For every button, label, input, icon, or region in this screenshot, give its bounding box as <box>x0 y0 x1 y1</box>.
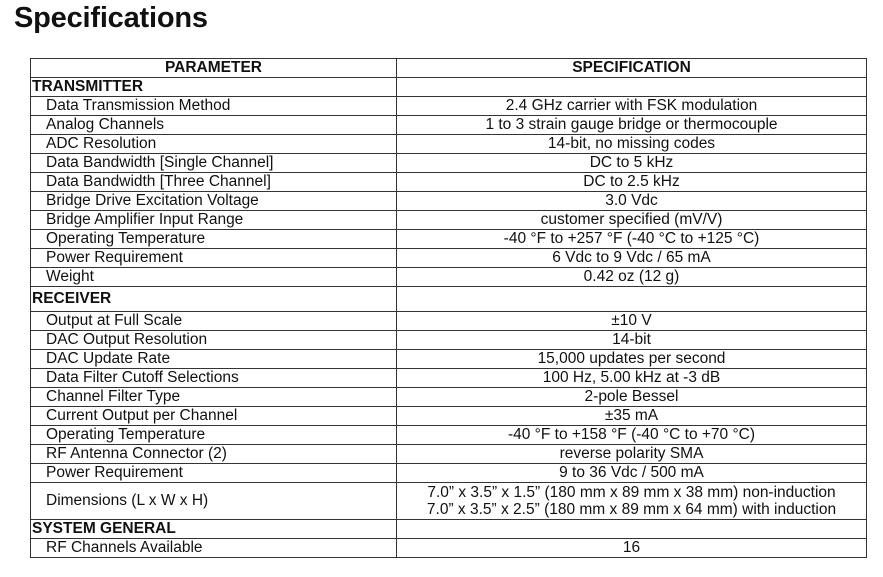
section-blank <box>397 520 867 539</box>
spec-cell: customer specified (mV/V) <box>397 211 867 230</box>
spec-cell: DC to 5 kHz <box>397 154 867 173</box>
table-row <box>31 539 867 558</box>
spec-cell: -40 °F to +257 °F (-40 °C to +125 °C) <box>397 230 867 249</box>
spec-cell: 14-bit <box>397 331 867 350</box>
table-row <box>31 369 867 388</box>
table-row <box>31 312 867 331</box>
spec-cell: 6 Vdc to 9 Vdc / 65 mA <box>397 249 867 268</box>
table-row <box>31 97 867 116</box>
table-row <box>31 350 867 369</box>
header-specification: SPECIFICATION <box>397 59 867 78</box>
param-cell: RF Antenna Connector (2) <box>31 445 397 464</box>
table-row-dimensions <box>31 483 867 520</box>
param-cell: DAC Output Resolution <box>31 331 397 350</box>
table-row <box>31 192 867 211</box>
param-cell: RF Channels Available <box>31 539 397 558</box>
section-header-system-general <box>31 520 867 539</box>
param-cell: Data Filter Cutoff Selections <box>31 369 397 388</box>
spec-cell: 2.4 GHz carrier with FSK modulation <box>397 97 867 116</box>
section-title: TRANSMITTER <box>31 78 397 97</box>
table-row <box>31 407 867 426</box>
param-cell: Power Requirement <box>31 249 397 268</box>
spec-cell: 9 to 36 Vdc / 500 mA <box>397 464 867 483</box>
param-cell: Data Bandwidth [Three Channel] <box>31 173 397 192</box>
table-row <box>31 331 867 350</box>
spec-cell: 14-bit, no missing codes <box>397 135 867 154</box>
table-header-row <box>31 59 867 78</box>
specifications-table <box>30 58 867 558</box>
table-row <box>31 445 867 464</box>
param-cell: ADC Resolution <box>31 135 397 154</box>
section-blank <box>397 78 867 97</box>
param-cell: Power Requirement <box>31 464 397 483</box>
spec-cell: 2-pole Bessel <box>397 388 867 407</box>
spec-cell: reverse polarity SMA <box>397 445 867 464</box>
spec-cell: 15,000 updates per second <box>397 350 867 369</box>
param-cell: Analog Channels <box>31 116 397 135</box>
spec-cell: -40 °F to +158 °F (-40 °C to +70 °C) <box>397 426 867 445</box>
section-title: RECEIVER <box>31 287 397 312</box>
table-row <box>31 173 867 192</box>
spec-line-non-induction: 7.0” x 3.5” x 1.5” (180 mm x 89 mm x 38 mm) non-induction <box>427 484 836 501</box>
param-cell: Operating Temperature <box>31 230 397 249</box>
param-cell: Data Transmission Method <box>31 97 397 116</box>
spec-cell: 3.0 Vdc <box>397 192 867 211</box>
page-title: Specifications <box>14 2 208 34</box>
table-row <box>31 135 867 154</box>
table-row <box>31 211 867 230</box>
table-row <box>31 268 867 287</box>
header-parameter: PARAMETER <box>31 59 397 78</box>
spec-cell: 1 to 3 strain gauge bridge or thermocouple <box>397 116 867 135</box>
param-cell: Output at Full Scale <box>31 312 397 331</box>
section-title: SYSTEM GENERAL <box>31 520 397 539</box>
spec-cell: 16 <box>397 539 867 558</box>
spec-cell-dimensions <box>397 483 867 520</box>
param-cell: Current Output per Channel <box>31 407 397 426</box>
param-cell: Operating Temperature <box>31 426 397 445</box>
table-row <box>31 426 867 445</box>
param-cell: Weight <box>31 268 397 287</box>
table-row <box>31 154 867 173</box>
param-cell: Dimensions (L x W x H) <box>31 483 397 520</box>
spec-cell: ±35 mA <box>397 407 867 426</box>
param-cell: Bridge Amplifier Input Range <box>31 211 397 230</box>
param-cell: Bridge Drive Excitation Voltage <box>31 192 397 211</box>
table-row <box>31 388 867 407</box>
table-row <box>31 230 867 249</box>
spec-cell: DC to 2.5 kHz <box>397 173 867 192</box>
table-row <box>31 464 867 483</box>
param-cell: DAC Update Rate <box>31 350 397 369</box>
table-row <box>31 249 867 268</box>
spec-cell: 100 Hz, 5.00 kHz at -3 dB <box>397 369 867 388</box>
param-cell: Channel Filter Type <box>31 388 397 407</box>
section-header-transmitter <box>31 78 867 97</box>
spec-line-with-induction: 7.0” x 3.5” x 2.5” (180 mm x 89 mm x 64 mm) with induction <box>426 501 837 518</box>
param-cell: Data Bandwidth [Single Channel] <box>31 154 397 173</box>
section-header-receiver <box>31 287 867 312</box>
spec-cell: ±10 V <box>397 312 867 331</box>
table-row <box>31 116 867 135</box>
section-blank <box>397 287 867 312</box>
spec-cell: 0.42 oz (12 g) <box>397 268 867 287</box>
